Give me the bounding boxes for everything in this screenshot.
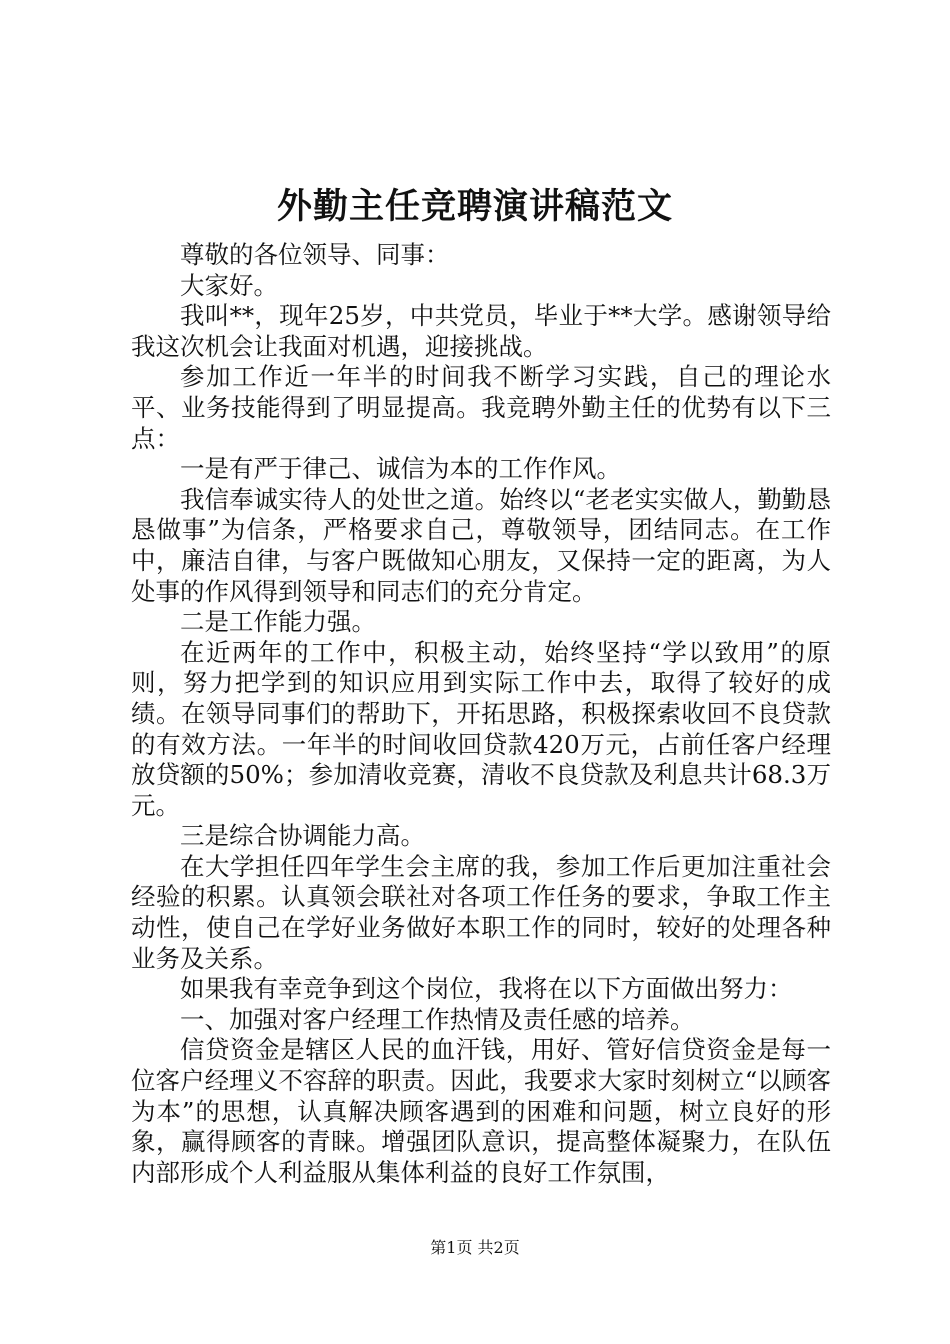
paragraph-advantages-intro: 参加工作近一年半的时间我不断学习实践，自己的理论水平、业务技能得到了明显提高。我竞聘外勤主任的优势有以下三点： xyxy=(131,362,831,453)
paragraph-effort-one-heading: 一、加强对客户经理工作热情及责任感的培养。 xyxy=(180,1004,695,1034)
page-number-footer: 第1页 共2页 xyxy=(430,1238,520,1257)
paragraph-effort-one-detail: 信贷资金是辖区人民的血汗钱，用好、管好信贷资金是每一位客户经理义不容辞的职责。因此，我要求大家时刻树立“以顾客为本”的思想，认真解决顾客遇到的困难和问题，树立良好的形象，赢得顾客的青睐。增强团队意识，提高整体凝聚力，在队伍内部形成个人利益服从集体利益的良好工作氛围， xyxy=(131,1035,831,1187)
paragraph-point-one-heading: 一是有严于律己、诚信为本的工作作风。 xyxy=(180,454,621,484)
paragraph-point-one-detail: 我信奉诚实待人的处世之道。始终以“老老实实做人，勤勤恳恳做事”为信条，严格要求自己，尊敬领导，团结同志。在工作中，廉洁自律，与客户既做知心朋友，又保持一定的距离，为人处事的作风得到领导和同志们的充分肯定。 xyxy=(131,484,831,606)
paragraph-point-three-heading: 三是综合协调能力高。 xyxy=(180,821,425,851)
paragraph-salutation: 尊敬的各位领导、同事： xyxy=(180,240,450,269)
document-title: 外勤主任竞聘演讲稿范文 xyxy=(276,186,673,227)
paragraph-point-two-detail: 在近两年的工作中，积极主动，始终坚持“学以致用”的原则，努力把学到的知识应用到实际工作中去，取得了较好的成绩。在领导同事们的帮助下，开拓思路，积极探索收回不良贷款的有效方法。一年半的时间收回贷款420万元，占前任客户经理放贷额的50%；参加清收竞赛，清收不良贷款及利息共计68.3万元。 xyxy=(131,637,831,820)
paragraph-efforts-intro: 如果我有幸竞争到这个岗位，我将在以下方面做出努力： xyxy=(180,974,793,1004)
paragraph-introduction: 我叫**，现年25岁，中共党员，毕业于**大学。感谢领导给我这次机会让我面对机遇，迎接挑战。 xyxy=(131,301,831,361)
paragraph-point-two-heading: 二是工作能力强。 xyxy=(180,607,376,637)
paragraph-greeting: 大家好。 xyxy=(180,270,278,300)
document-body xyxy=(131,240,831,1188)
paragraph-point-three-detail: 在大学担任四年学生会主席的我，参加工作后更加注重社会经验的积累。认真领会联社对各项工作任务的要求，争取工作主动性，使自己在学好业务做好本职工作的同时，较好的处理各种业务及关系。 xyxy=(131,851,831,973)
